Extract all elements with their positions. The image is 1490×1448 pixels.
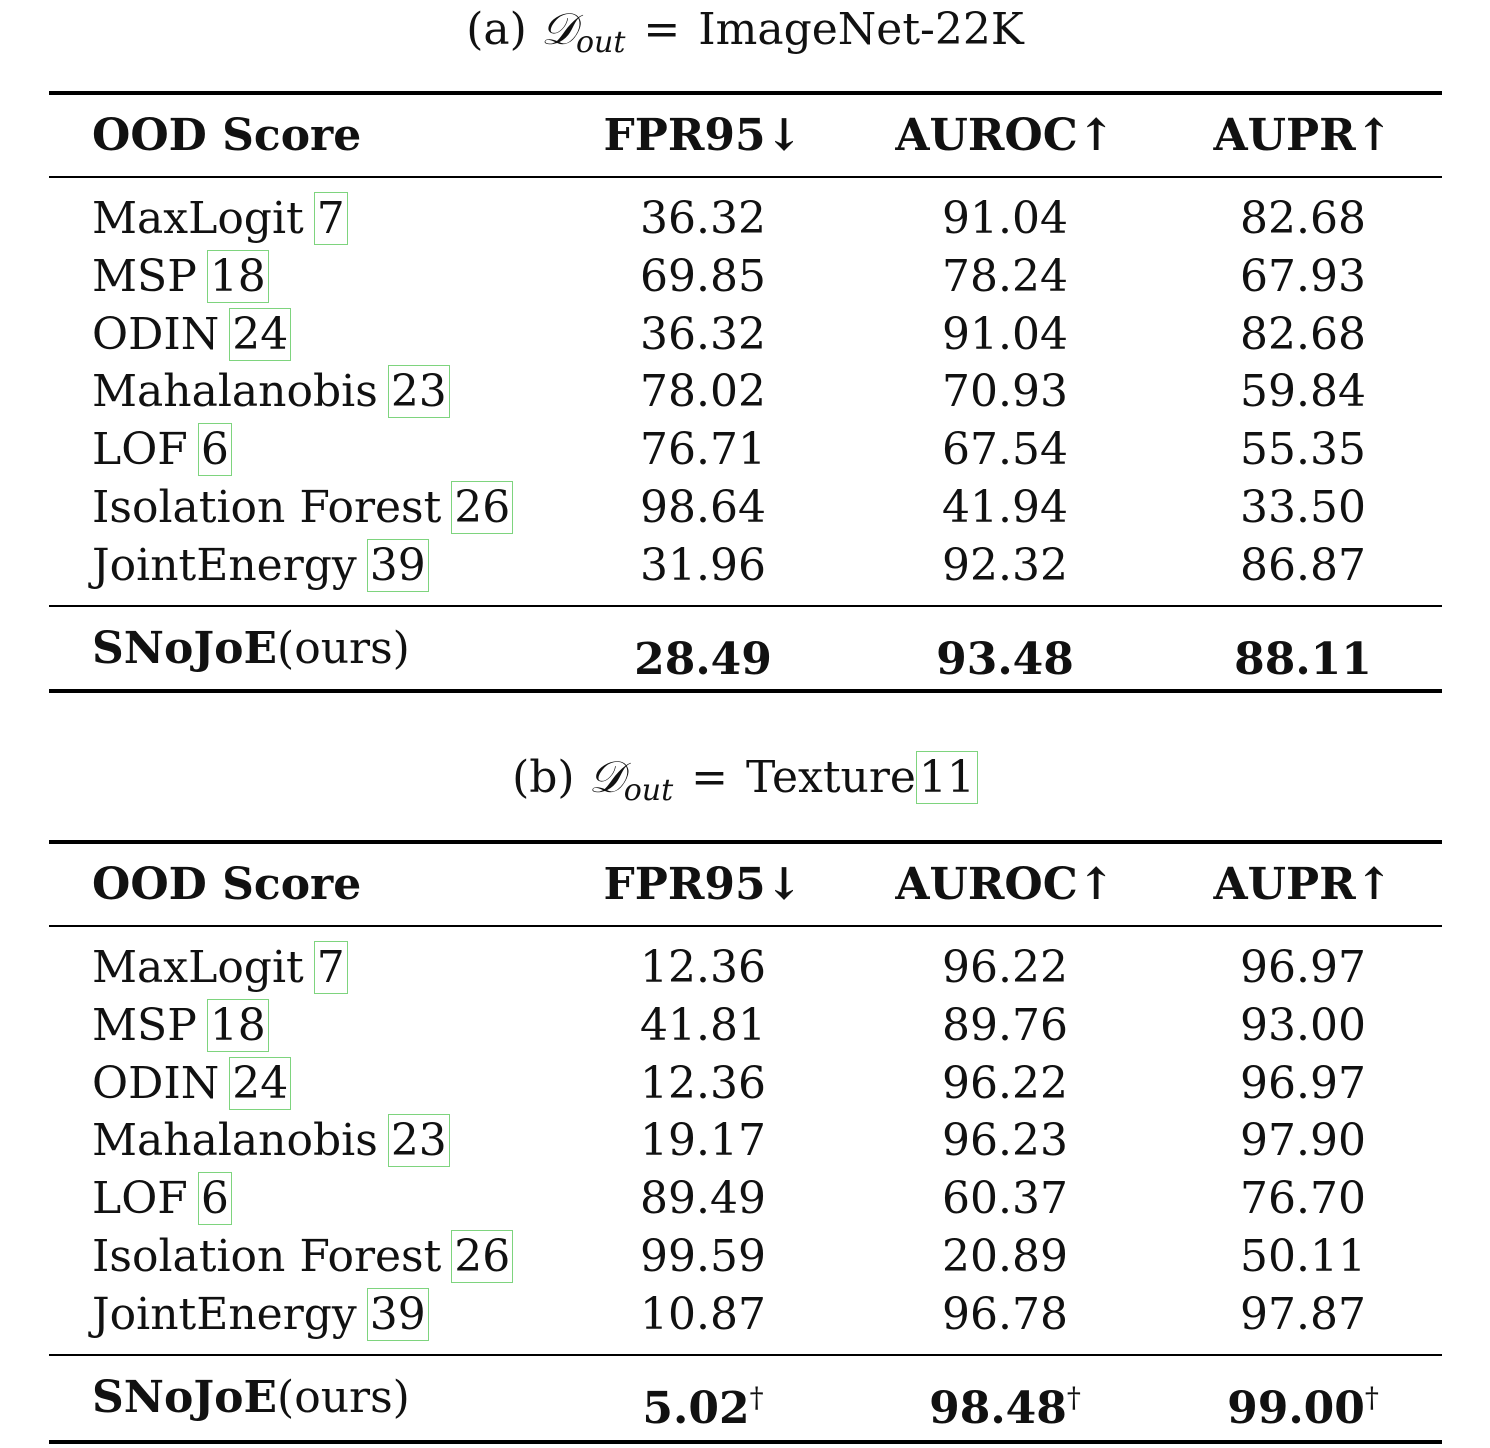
fpr95-value: 78.02 bbox=[640, 366, 766, 417]
method-name: MaxLogit 7 bbox=[92, 190, 348, 248]
table-row bbox=[49, 1286, 1442, 1344]
auroc-value: 92.32 bbox=[942, 540, 1068, 591]
fpr95-value: 76.71 bbox=[640, 424, 766, 475]
table-row bbox=[49, 997, 1442, 1055]
auroc-value: 89.76 bbox=[942, 1000, 1068, 1051]
citation-link[interactable]: 39 bbox=[367, 539, 429, 592]
auroc-value: 41.94 bbox=[942, 482, 1068, 533]
citation-link[interactable]: 11 bbox=[916, 751, 978, 804]
table-row bbox=[49, 1112, 1442, 1170]
auroc-value: 60.37 bbox=[942, 1173, 1068, 1224]
method-name: Isolation Forest 26 bbox=[92, 479, 513, 537]
mid-rule bbox=[49, 176, 1442, 178]
fpr95-value: 31.96 bbox=[640, 540, 766, 591]
fpr95-value: 12.36 bbox=[640, 1058, 766, 1109]
header-fpr95: FPR95↓ bbox=[603, 859, 803, 910]
method-name: LOF 6 bbox=[92, 1170, 232, 1228]
aupr-value: 96.97 bbox=[1240, 942, 1366, 993]
table-row bbox=[49, 479, 1442, 537]
aupr-value: 97.90 bbox=[1240, 1115, 1366, 1166]
method-name: Mahalanobis 23 bbox=[92, 1112, 450, 1170]
fpr95-value: 19.17 bbox=[640, 1115, 766, 1166]
table-b-caption bbox=[0, 752, 1490, 817]
top-rule bbox=[49, 91, 1442, 95]
table-row bbox=[49, 1055, 1442, 1113]
citation-link[interactable]: 26 bbox=[451, 481, 513, 534]
fpr95-value: 98.64 bbox=[640, 482, 766, 533]
method-name: MSP 18 bbox=[92, 248, 269, 306]
table-a-caption bbox=[0, 4, 1490, 69]
table-b bbox=[49, 840, 1442, 1448]
fpr95-value: 5.02† bbox=[642, 1381, 764, 1434]
bottom-rule bbox=[49, 1440, 1442, 1444]
table-row bbox=[49, 421, 1442, 479]
header-fpr95: FPR95↓ bbox=[603, 110, 803, 161]
caption-equals: = bbox=[643, 4, 681, 55]
fpr95-value: 89.49 bbox=[640, 1173, 766, 1224]
mid-rule bbox=[49, 1354, 1442, 1356]
method-name: ODIN 24 bbox=[92, 306, 291, 364]
mid-rule bbox=[49, 925, 1442, 927]
citation-link[interactable]: 24 bbox=[229, 308, 291, 361]
dagger-mark: † bbox=[749, 1381, 764, 1414]
fpr95-value: 69.85 bbox=[640, 251, 766, 302]
auroc-value: 91.04 bbox=[942, 193, 1068, 244]
method-name: Mahalanobis 23 bbox=[92, 363, 450, 421]
aupr-value: 59.84 bbox=[1240, 366, 1366, 417]
aupr-value: 33.50 bbox=[1240, 482, 1366, 533]
header-ood-score: OOD Score bbox=[92, 859, 362, 910]
fpr95-value: 41.81 bbox=[640, 1000, 766, 1051]
auroc-value: 96.23 bbox=[942, 1115, 1068, 1166]
aupr-value: 82.68 bbox=[1240, 309, 1366, 360]
aupr-value: 82.68 bbox=[1240, 193, 1366, 244]
header-row bbox=[49, 856, 1442, 914]
auroc-value: 70.93 bbox=[942, 366, 1068, 417]
table-row bbox=[49, 1170, 1442, 1228]
citation-link[interactable]: 23 bbox=[388, 1114, 450, 1167]
fpr95-value: 99.59 bbox=[640, 1231, 766, 1282]
fpr95-value: 12.36 bbox=[640, 942, 766, 993]
citation-link[interactable]: 18 bbox=[207, 999, 269, 1052]
fpr95-value: 10.87 bbox=[640, 1289, 766, 1340]
citation-link[interactable]: 26 bbox=[451, 1230, 513, 1283]
header-ood-score: OOD Score bbox=[92, 110, 362, 161]
aupr-value: 76.70 bbox=[1240, 1173, 1366, 1224]
auroc-value: 78.24 bbox=[942, 251, 1068, 302]
caption-label: (b) bbox=[512, 752, 575, 803]
table-row bbox=[49, 537, 1442, 595]
header-aupr: AUPR↑ bbox=[1213, 110, 1393, 161]
bottom-rule bbox=[49, 689, 1442, 693]
method-name: LOF 6 bbox=[92, 421, 232, 479]
aupr-value: 97.87 bbox=[1240, 1289, 1366, 1340]
citation-link[interactable]: 6 bbox=[198, 423, 232, 476]
auroc-value: 98.48† bbox=[929, 1381, 1081, 1434]
caption-dataset: Texture bbox=[746, 752, 916, 803]
method-name: SNoJoE(ours) bbox=[92, 623, 410, 674]
aupr-value: 86.87 bbox=[1240, 540, 1366, 591]
citation-link[interactable]: 24 bbox=[229, 1057, 291, 1110]
method-name: MaxLogit 7 bbox=[92, 939, 348, 997]
dagger-mark: † bbox=[1066, 1381, 1081, 1414]
auroc-value: 96.78 bbox=[942, 1289, 1068, 1340]
method-name: ODIN 24 bbox=[92, 1055, 291, 1113]
dagger-mark: † bbox=[1364, 1381, 1379, 1414]
citation-link[interactable]: 6 bbox=[198, 1172, 232, 1225]
table-row bbox=[49, 363, 1442, 421]
header-auroc: AUROC↑ bbox=[895, 110, 1115, 161]
aupr-value: 67.93 bbox=[1240, 251, 1366, 302]
fpr95-value: 36.32 bbox=[640, 309, 766, 360]
header-auroc: AUROC↑ bbox=[895, 859, 1115, 910]
citation-link[interactable]: 23 bbox=[388, 365, 450, 418]
aupr-value: 50.11 bbox=[1240, 1231, 1366, 1282]
caption-dataset: ImageNet-22K bbox=[698, 4, 1024, 55]
header-row bbox=[49, 107, 1442, 165]
aupr-value: 93.00 bbox=[1240, 1000, 1366, 1051]
table-row bbox=[49, 190, 1442, 248]
auroc-value: 67.54 bbox=[942, 424, 1068, 475]
method-name: JointEnergy 39 bbox=[92, 537, 429, 595]
ours-row bbox=[49, 620, 1442, 685]
aupr-value: 55.35 bbox=[1240, 424, 1366, 475]
citation-link[interactable]: 7 bbox=[314, 192, 348, 245]
citation-link[interactable]: 18 bbox=[207, 250, 269, 303]
table-row bbox=[49, 248, 1442, 306]
citation-link[interactable]: 39 bbox=[367, 1288, 429, 1341]
auroc-value: 96.22 bbox=[942, 942, 1068, 993]
auroc-value: 20.89 bbox=[942, 1231, 1068, 1282]
auroc-value: 93.48 bbox=[936, 634, 1074, 685]
table-row bbox=[49, 306, 1442, 364]
method-name: JointEnergy 39 bbox=[92, 1286, 429, 1344]
caption-label: (a) bbox=[466, 4, 527, 55]
aupr-value: 96.97 bbox=[1240, 1058, 1366, 1109]
method-name: MSP 18 bbox=[92, 997, 269, 1055]
aupr-value: 88.11 bbox=[1234, 634, 1372, 685]
aupr-value: 99.00† bbox=[1227, 1381, 1379, 1434]
method-name: Isolation Forest 26 bbox=[92, 1228, 513, 1286]
table-row bbox=[49, 939, 1442, 997]
auroc-value: 96.22 bbox=[942, 1058, 1068, 1109]
table-row bbox=[49, 1228, 1442, 1286]
ours-row bbox=[49, 1369, 1442, 1434]
top-rule bbox=[49, 840, 1442, 844]
method-name: SNoJoE(ours) bbox=[92, 1372, 410, 1423]
auroc-value: 91.04 bbox=[942, 309, 1068, 360]
caption-equals: = bbox=[691, 752, 729, 803]
fpr95-value: 36.32 bbox=[640, 193, 766, 244]
citation-link[interactable]: 7 bbox=[314, 941, 348, 994]
table-a bbox=[49, 91, 1442, 696]
caption-math: 𝒟$_{out}$ bbox=[540, 4, 626, 60]
fpr95-value: 28.49 bbox=[634, 634, 772, 685]
header-aupr: AUPR↑ bbox=[1213, 859, 1393, 910]
mid-rule bbox=[49, 605, 1442, 607]
caption-math: 𝒟$_{out}$ bbox=[588, 752, 674, 808]
